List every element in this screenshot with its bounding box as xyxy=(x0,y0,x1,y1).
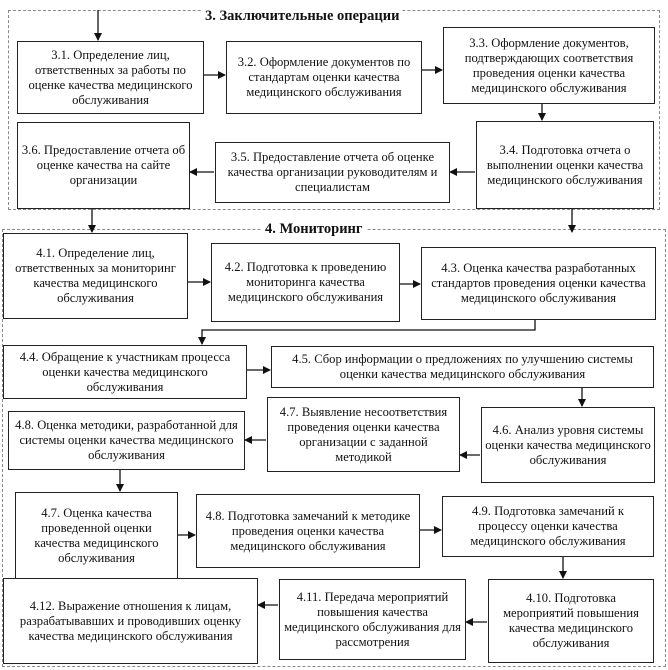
box-4-6 xyxy=(481,407,655,483)
box-4-1-text: 4.1. Определение лиц, ответственных за мониторинг качества медицинского обслуживания xyxy=(15,246,176,305)
box-3-1 xyxy=(17,41,204,114)
box-4-1 xyxy=(3,233,188,319)
box-4-8-method-evaluation-text: 4.8. Оценка методики, разработанной для системы оценки качества медицинского обслуживания xyxy=(15,418,238,462)
box-4-4 xyxy=(3,345,247,399)
box-4-5-text: 4.5. Сбор информации о предложениях по улучшению системы оценки качества медицинского обслуживания xyxy=(292,352,633,381)
box-4-2-text: 4.2. Подготовка к проведению мониторинга качества медицинского обслуживания xyxy=(224,260,387,304)
box-4-10-text: 4.10. Подготовка мероприятий повышения качества медицинского обслуживания xyxy=(503,591,639,650)
box-4-7-identification-text: 4.7. Выявление несоответствия проведения оценки качества организации с заданной методикой xyxy=(279,404,448,464)
box-3-5 xyxy=(215,142,450,203)
box-4-7-quality-evaluation-text: 4.7. Оценка качества проведенной оценки качества медицинского обслуживания xyxy=(34,505,159,565)
box-4-8-remarks-method-text: 4.8. Подготовка замечаний к методике проведения оценки качества медицинского обслуживания xyxy=(205,508,411,553)
section-monitoring-title: 4. Мониторинг xyxy=(262,221,366,238)
box-4-11-text: 4.11. Передача мероприятий повышения качества медицинского обслуживания для рассмотрения xyxy=(284,589,461,649)
box-4-7-identification xyxy=(267,397,460,472)
box-3-5-text: 3.5. Предоставление отчета об оценке качества организации руководителям и специалистам xyxy=(227,150,438,194)
box-4-3 xyxy=(421,247,656,320)
box-4-9-text: 4.9. Подготовка замечаний к процессу оценки качества медицинского обслуживания xyxy=(470,504,626,548)
box-4-11 xyxy=(279,579,466,660)
box-4-9 xyxy=(442,496,654,557)
box-3-6 xyxy=(17,122,190,209)
box-3-4 xyxy=(476,121,654,209)
box-4-2 xyxy=(211,243,400,322)
box-3-4-text: 3.4. Подготовка отчета о выполнении оценки качества медицинского обслуживания xyxy=(486,142,644,187)
box-4-3-text: 4.3. Оценка качества разработанных стандартов проведения оценки качества медицинского обслуживания xyxy=(431,261,646,305)
box-4-8-method-evaluation xyxy=(8,411,245,470)
box-3-3 xyxy=(443,27,655,104)
arrow-4-3-to-4-4 xyxy=(202,320,535,344)
box-3-2 xyxy=(226,41,422,114)
box-4-12-text: 4.12. Выражение отношения к лицам, разрабатывавших и проводивших оценку качества медицинского обслуживания xyxy=(19,598,242,643)
box-4-10 xyxy=(488,579,654,663)
box-4-7-quality-evaluation xyxy=(15,492,178,579)
box-3-6-text: 3.6. Предоставление отчета об оценке качества на сайте организации xyxy=(21,143,186,187)
box-3-1-text: 3.1. Определение лиц, ответственных за работы по оценке качества медицинского обслуживания xyxy=(28,47,193,107)
box-4-6-text: 4.6. Анализ уровня системы оценки качества медицинского обслуживания xyxy=(485,422,651,467)
box-4-8-remarks-method xyxy=(196,494,420,568)
section-final-operations-title: 3. Заключительные операции xyxy=(202,8,402,25)
box-4-4-text: 4.4. Обращение к участникам процесса оценки качества медицинского обслуживания xyxy=(19,349,231,394)
box-4-12 xyxy=(3,578,258,664)
box-4-5 xyxy=(271,346,654,388)
box-3-3-text: 3.3. Оформление документов, подтверждающих соответствия проведения оценки качества медицинского обслуживания xyxy=(464,35,634,95)
box-3-2-text: 3.2. Оформление документов по стандартам оценки качества медицинского обслуживания xyxy=(237,55,411,99)
